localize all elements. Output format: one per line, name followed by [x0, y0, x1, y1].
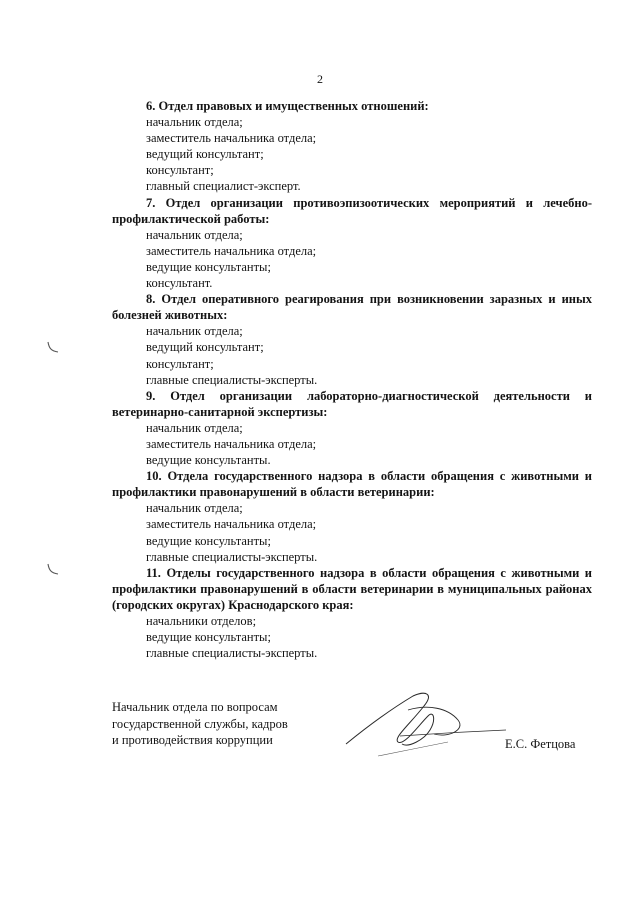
section-number: 6.: [146, 99, 156, 113]
section-heading: [112, 195, 592, 227]
position-item: заместитель начальника отдела;: [146, 243, 317, 258]
section-heading: [112, 565, 592, 613]
position-item: начальник отдела;: [146, 324, 243, 339]
position-item: ведущий консультант;: [146, 340, 264, 355]
position-item: заместитель начальника отдела;: [146, 131, 317, 146]
section-title: Отдел оперативного реагирования при возникновении заразных и иных болезней животных:: [112, 292, 592, 323]
section-6: [112, 98, 592, 195]
section-7: [112, 195, 592, 292]
position-item: ведущий консультант;: [146, 147, 264, 162]
section-title: Отдела государственного надзора в области обращения с животными и профилактики правонарушений в области ветеринарии:: [112, 469, 592, 500]
section-title: Отделы государственного надзора в области обращения с животными и профилактики правонарушений в области ветеринарии в муниципальных районах (городских округах) Краснодарского края:: [112, 565, 592, 612]
section-number: 9.: [146, 388, 156, 403]
section-heading: [112, 468, 592, 500]
handwritten-signature: [338, 686, 508, 766]
signatory-position-line: государственной службы, кадров: [112, 716, 288, 731]
section-8: [112, 291, 592, 388]
position-item: главные специалисты-эксперты.: [146, 372, 318, 387]
position-item: начальники отделов;: [146, 614, 257, 628]
section-9: [112, 388, 592, 468]
section-heading: [112, 388, 592, 420]
signatory-position-line: и противодействия коррупции: [112, 733, 273, 747]
position-item: начальник отдела;: [146, 227, 243, 242]
section-11: [112, 565, 592, 662]
position-item: главный специалист-эксперт.: [146, 179, 301, 194]
position-item: консультант;: [146, 356, 214, 371]
position-item: ведущие консультанты;: [146, 259, 271, 274]
signatory-name: Е.С. Фетцова: [505, 737, 576, 751]
signatory-position-line: Начальник отдела по вопросам: [112, 700, 278, 714]
section-number: 7.: [146, 195, 156, 210]
position-item: консультант;: [146, 163, 214, 178]
position-item: заместитель начальника отдела;: [146, 517, 317, 532]
section-title: Отдел организации противоэпизоотических мероприятий и лечебно-профилактической работы:: [112, 195, 593, 226]
section-list: [112, 98, 592, 661]
position-item: ведущие консультанты;: [146, 533, 271, 548]
margin-check-mark-icon: [46, 340, 60, 354]
position-item: заместитель начальника отдела;: [146, 436, 317, 451]
position-item: ведущие консультанты.: [146, 453, 271, 468]
position-item: главные специалисты-эксперты.: [146, 549, 318, 564]
position-item: начальник отдела;: [146, 501, 243, 516]
signatory-position: [112, 699, 288, 749]
position-item: ведущие консультанты;: [146, 630, 271, 645]
position-item: главные специалисты-эксперты.: [146, 646, 318, 661]
section-heading: [112, 291, 592, 323]
position-item: начальник отдела;: [146, 420, 243, 435]
section-number: 8.: [146, 292, 156, 307]
margin-check-mark-icon: [46, 562, 60, 576]
section-heading: [112, 98, 592, 114]
position-item: начальник отдела;: [146, 115, 243, 130]
section-title: Отдел правовых и имущественных отношений:: [158, 99, 429, 113]
page-number: 2: [317, 72, 323, 86]
section-10: [112, 468, 592, 565]
section-number: 10.: [146, 469, 162, 484]
position-item: консультант.: [146, 276, 213, 291]
section-number: 11.: [146, 565, 161, 580]
section-title: Отдел организации лабораторно-диагностической деятельности и ветеринарно-санитарной экспертизы:: [112, 388, 592, 419]
